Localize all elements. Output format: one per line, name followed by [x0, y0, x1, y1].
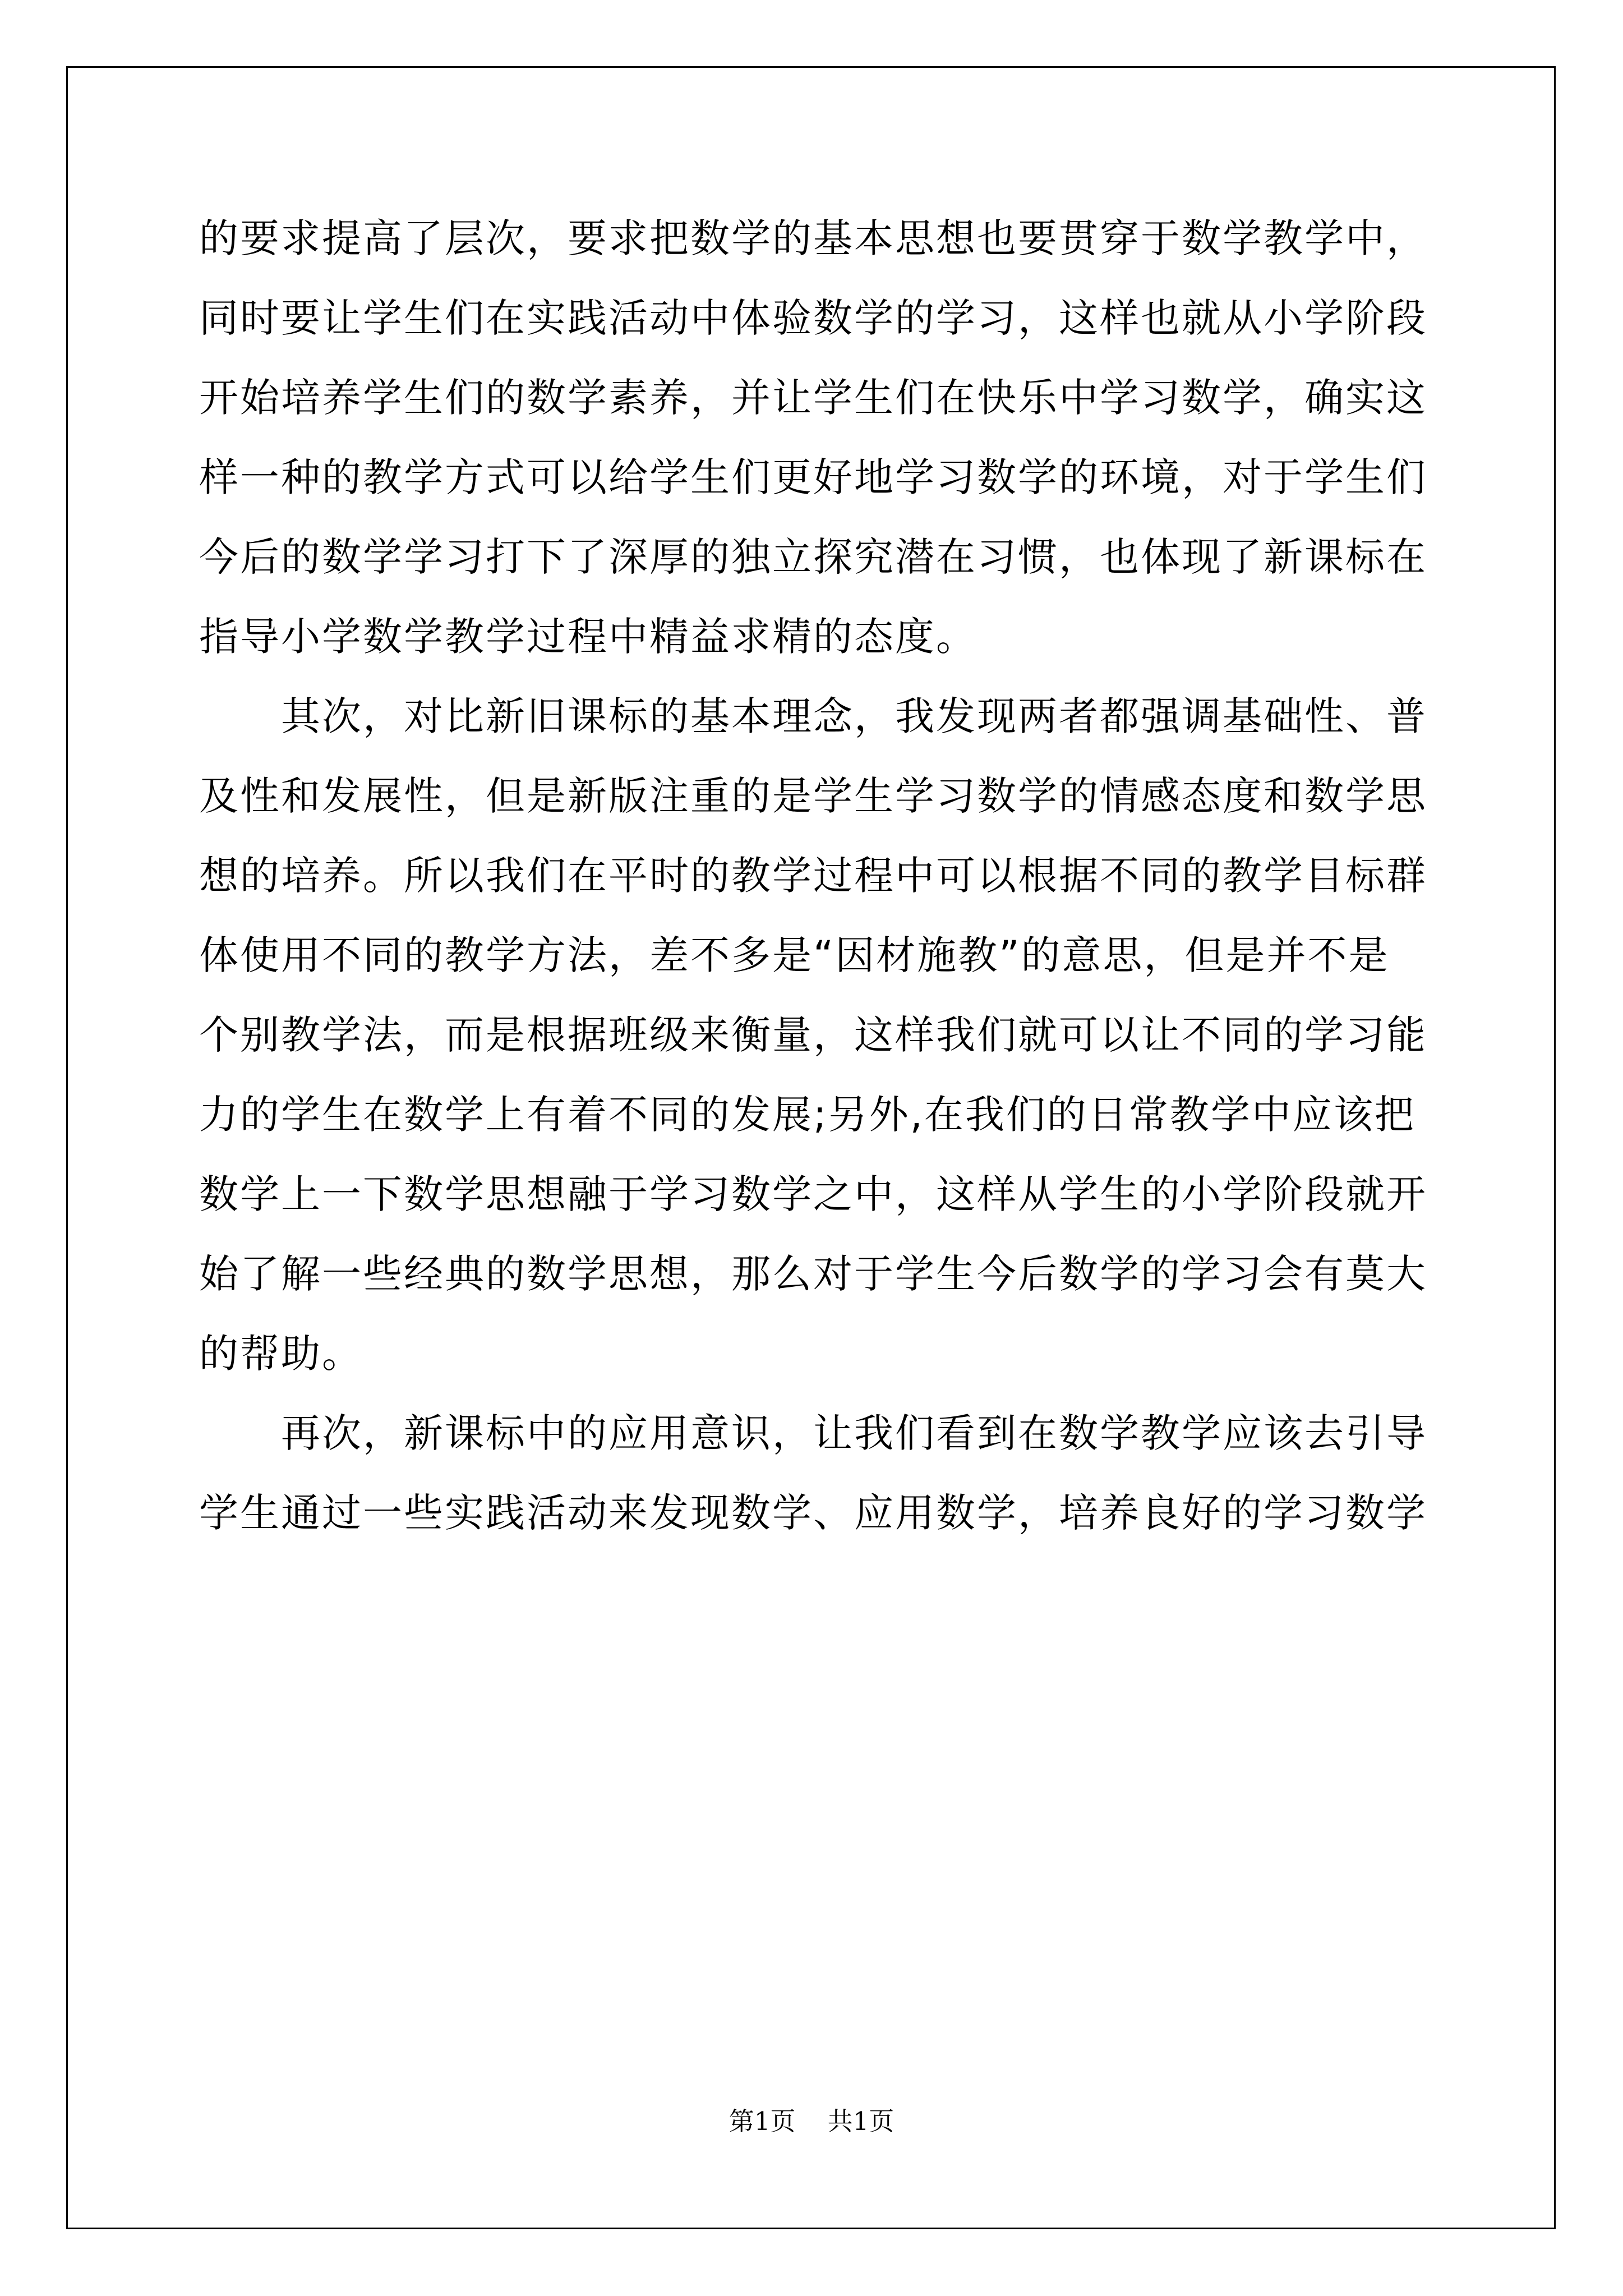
text-line-11: 个别教学法，而是根据班级来衡量，这样我们就可以让不同的学习能 — [199, 1012, 1427, 1058]
text-line-12: 力的学生在数学上有着不同的发展;另外,在我们的日常教学中应该把 — [199, 1092, 1415, 1138]
text-line-7: 其次，对比新旧课标的基本理念，我发现两者都强调基础性、普 — [199, 693, 1427, 739]
text-line-2: 同时要让学生们在实践活动中体验数学的学习，这样也就从小学阶段 — [199, 295, 1427, 341]
text-line-6: 指导小学数学教学过程中精益求精的态度。 — [199, 614, 977, 660]
text-line-17: 学生通过一些实践活动来发现数学、应用数学，培养良好的学习数学 — [199, 1490, 1427, 1536]
page-total-label: 共1页 — [827, 2106, 895, 2136]
text-line-14: 始了解一些经典的数学思想，那么对于学生今后数学的学习会有莫大 — [199, 1251, 1427, 1297]
text-line-4: 样一种的教学方式可以给学生们更好地学习数学的环境，对于学生们 — [199, 454, 1427, 500]
text-line-16: 再次，新课标中的应用意识，让我们看到在数学教学应该去引导 — [199, 1410, 1427, 1456]
text-line-1: 的要求提高了层次，要求把数学的基本思想也要贯穿于数学教学中， — [199, 215, 1427, 261]
text-line-10: 体使用不同的教学方法，差不多是“因材施教”的意思，但是并不是 — [199, 932, 1390, 978]
page-footer — [0, 2105, 1623, 2138]
text-line-8: 及性和发展性，但是新版注重的是学生学习数学的情感态度和数学思 — [199, 773, 1427, 819]
text-line-3: 开始培养学生们的数学素养，并让学生们在快乐中学习数学，确实这 — [199, 375, 1427, 421]
page-number-label: 第1页 — [728, 2106, 796, 2136]
text-line-5: 今后的数学学习打下了深厚的独立探究潜在习惯，也体现了新课标在 — [199, 534, 1427, 580]
text-line-15: 的帮助。 — [199, 1331, 363, 1377]
text-line-9: 想的培养。所以我们在平时的教学过程中可以根据不同的教学目标群 — [199, 853, 1427, 899]
text-line-13: 数学上一下数学思想融于学习数学之中，这样从学生的小学阶段就开 — [199, 1171, 1427, 1217]
